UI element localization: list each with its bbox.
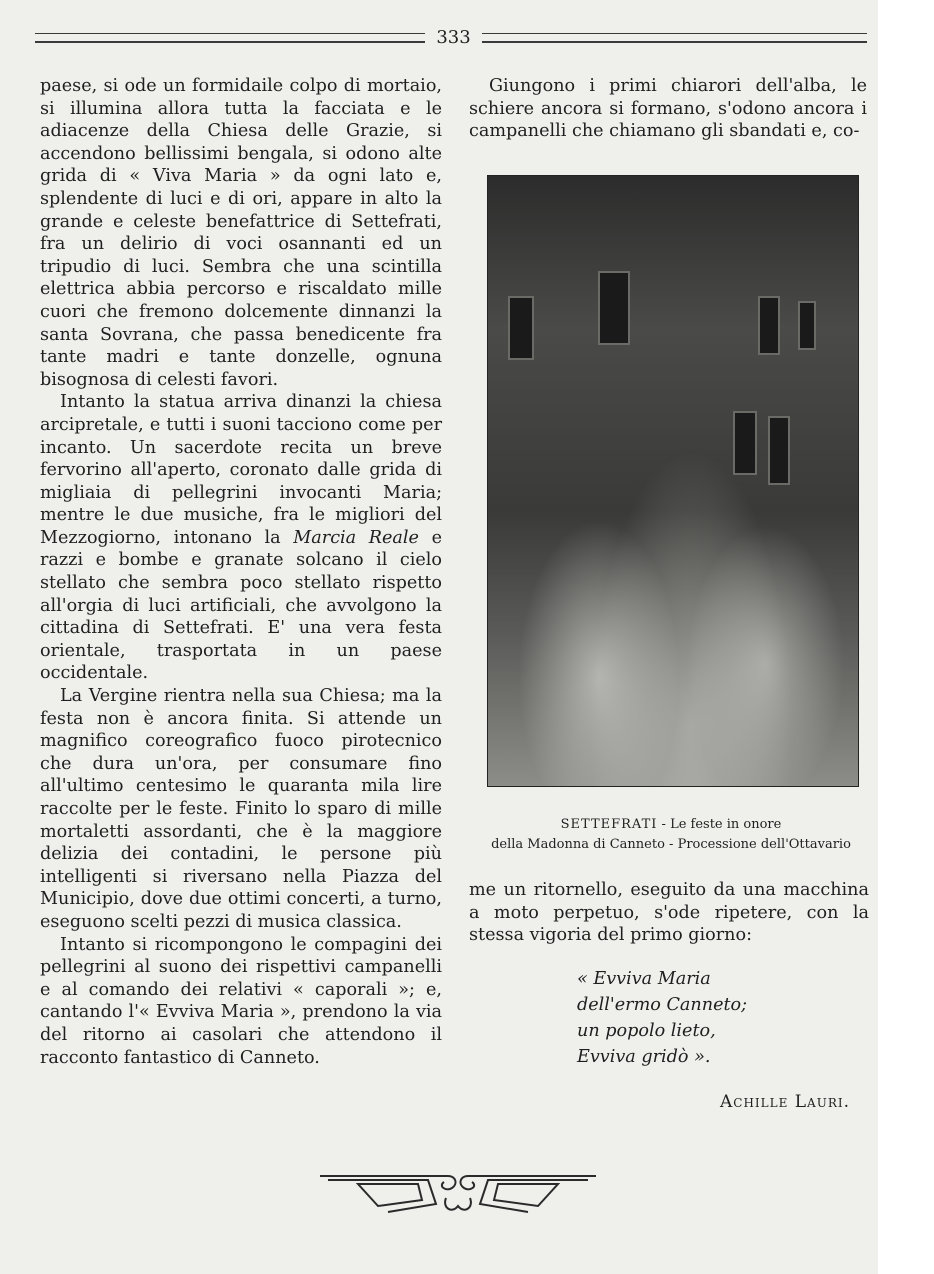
- caption-line-1-rest: - Le feste in onore: [657, 817, 782, 832]
- header-rule-left: [35, 33, 425, 43]
- verse-line: « Evviva Maria: [577, 969, 711, 989]
- photo-window: [508, 296, 534, 360]
- procession-photo: [487, 175, 859, 787]
- photo-window: [733, 411, 757, 475]
- photo-caption: [469, 815, 873, 855]
- decorative-ornament-icon: [318, 1168, 598, 1220]
- right-column-top: [469, 75, 867, 143]
- verse: [577, 966, 747, 1070]
- paragraph-3: La Vergine rientra nella sua Chiesa; ma la festa non è ancora finita. Si attende un magnifico coreografico fuoco pirotecnico che dura un'ora, per consumare fino all'ultimo centesimo le quaranta mila lire raccolte per le feste. Finito lo sparo di mille mortaletti assordanti, che è la maggiore delizia dei contadini, le persone più intelligenti si riversano nella Piazza del Municipio, dove due ottimi concerti, a turno, eseguono scelti pezzi di musica classica.: [40, 686, 442, 932]
- header-rule-right: [482, 33, 867, 43]
- right-column-bottom: [469, 879, 869, 947]
- paragraph-2-end: e razzi e bombe e granate solcano il cielo stellato che sembra poco stellato rispetto all'orgia di luci artificiali, che avvolgono la cittadina di Settefrati. E' una vera festa orientale, trasportata in un paese occidentale.: [40, 527, 442, 684]
- paragraph-2: [40, 391, 442, 685]
- verse-line: un popolo lieto,: [577, 1021, 716, 1041]
- photo-window: [758, 296, 780, 355]
- photo-window: [768, 416, 790, 485]
- photo-window: [798, 301, 816, 350]
- verse-line: Evviva gridò ».: [577, 1047, 711, 1067]
- paragraph-1: paese, si ode un formidaile colpo di mortaio, si illumina allora tutta la facciata e le adiacenze della Chiesa delle Grazie, si accendono bellissimi bengala, si odono alte grida di « Viva Maria » da ogni lato e, splendente di luci e di ori, appare in alto la grande e celeste benefattrice di Settefrati, fra un delirio di voci osannanti ed un tripudio di luci. Sembra che una scintilla elettrica abbia percorso e riscaldato mille cuori che fremono dolcemente dinnanzi la santa Sovrana, che passa benedicente fra tante madri e tante donzelle, ognuna bisognosa di celesti favori.: [40, 76, 442, 390]
- photo-window: [598, 271, 630, 345]
- right-top-paragraph: Giungono i primi chiarori dell'alba, le schiere ancora si formano, s'odono ancora i campanelli che chiamano gli sbandati e, co-: [469, 76, 867, 142]
- caption-place: SETTEFRATI: [560, 817, 658, 832]
- right-bottom-paragraph: me un ritornello, eseguito da una macchina a moto perpetuo, s'ode ripetere, con la stessa vigoria del primo giorno:: [469, 880, 869, 946]
- left-column: [40, 75, 442, 1069]
- author-signature: Achille Lauri.: [719, 1092, 850, 1112]
- caption-line-2: della Madonna di Canneto - Processione dell'Ottavario: [491, 837, 851, 852]
- paragraph-2-start: Intanto la statua arriva dinanzi la chiesa arcipretale, e tutti i suoni tacciono come per incanto. Un sacerdote recita un breve fervorino all'aperto, coronato dalle grida di migliaia di pellegrini invocanti Maria; mentre le due musiche, fra le migliori del Mezzogiorno, intonano la: [40, 392, 442, 548]
- page-number: 333: [436, 27, 471, 48]
- paragraph-4: Intanto si ricompongono le compagini dei pellegrini al suono dei rispettivi campanelli e al comando dei relativi « caporali »; e, cantando l'« Evviva Maria », prendono la via del ritorno ai casolari che attendono il racconto fantastico di Canneto.: [40, 934, 442, 1068]
- marcia-reale-italic: Marcia Reale: [293, 527, 419, 548]
- verse-line: dell'ermo Canneto;: [577, 995, 748, 1015]
- caption-line-1: [469, 815, 873, 835]
